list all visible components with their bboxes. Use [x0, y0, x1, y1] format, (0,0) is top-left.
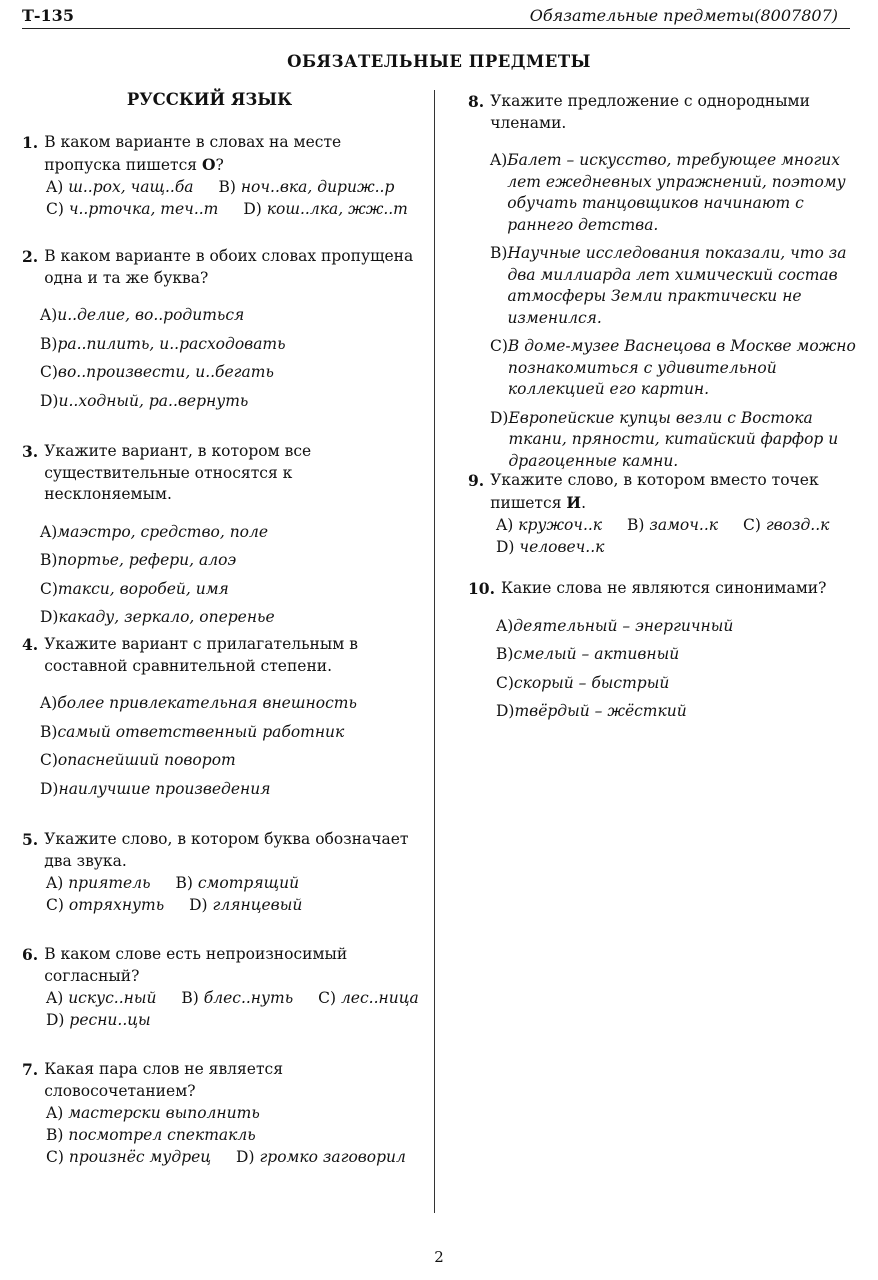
option-a[interactable]: A) более привлекательная внешность	[40, 694, 357, 712]
option-b[interactable]: B) смелый – активный	[496, 645, 680, 663]
option-b[interactable]: B) ра..пилить, и..расходовать	[40, 334, 286, 353]
question-number: 3.	[22, 442, 39, 461]
option-b[interactable]: B) замоч..к	[627, 516, 719, 534]
question-10	[468, 578, 863, 730]
option-b[interactable]: B) смотрящий	[175, 874, 300, 892]
option-c[interactable]: C) гвозд..к	[742, 516, 830, 534]
question-number: 6.	[22, 945, 39, 964]
question-number: 4.	[22, 635, 39, 654]
answer-options	[40, 522, 417, 629]
question-number: 7.	[22, 1060, 39, 1079]
question-number: 10.	[468, 579, 495, 598]
page-number: 2	[434, 1248, 444, 1266]
option-a[interactable]: A) и..делие, во..родиться	[40, 306, 245, 324]
document-code: Т-135	[22, 6, 74, 25]
question-text: Какая пара слов не является словосочетанием?	[44, 1060, 283, 1100]
option-c[interactable]: C) ч..рточка, теч..т	[46, 200, 219, 218]
option-a[interactable]: A) приятель	[46, 874, 151, 892]
section-title-wrap	[22, 90, 417, 109]
question-text: В каком варианте в словах на месте пропуска пишется О?	[44, 133, 342, 174]
question-5	[22, 829, 417, 916]
page-header	[22, 6, 850, 29]
question-number: 1.	[22, 133, 39, 152]
question-6	[22, 944, 417, 1031]
question-2	[22, 246, 417, 419]
answer-options	[490, 150, 863, 472]
question-7	[22, 1059, 417, 1168]
question-text: В каком варианте в обоих словах пропущена одна и та же буква?	[44, 247, 414, 287]
option-a[interactable]: A) деятельный – энергичный	[496, 616, 734, 635]
question-3	[22, 441, 417, 636]
option-a[interactable]: A) мастерски выполнить	[46, 1104, 260, 1122]
answer-options	[46, 1102, 417, 1168]
option-c[interactable]: C) скорый – быстрый	[496, 673, 670, 692]
question-number: 2.	[22, 247, 39, 266]
option-d[interactable]: D) твёрдый – жёсткий	[496, 702, 687, 720]
option-d[interactable]: D) Европейские купцы везли с Востока ткани, пряности, китайский фарфор и драгоценные камни.	[490, 408, 839, 470]
option-c[interactable]: C) произнёс мудрец	[46, 1148, 212, 1166]
answer-options	[46, 176, 417, 220]
option-d[interactable]: D) ресни..цы	[46, 1011, 151, 1029]
answer-options	[496, 616, 863, 723]
section-title: РУССКИЙ ЯЗЫК	[126, 90, 293, 109]
option-a[interactable]: A) маэстро, средство, поле	[40, 522, 269, 541]
option-b[interactable]: B) Научные исследования показали, что за два миллиарда лет химический состав атмосферы Земли практически не изменился.	[490, 244, 847, 327]
option-b[interactable]: B) самый ответственный работник	[40, 722, 345, 741]
question-number: 8.	[468, 92, 485, 111]
option-c[interactable]: C) во..произвести, и..бегать	[40, 363, 274, 381]
option-b[interactable]: B) блес..нуть	[181, 989, 294, 1007]
option-a[interactable]: A) кружоч..к	[496, 516, 603, 534]
answer-options	[40, 693, 417, 800]
document-subject: Обязательные предметы(8007807)	[529, 6, 838, 25]
option-a[interactable]: A) искус..ный	[46, 989, 157, 1007]
question-text: Укажите слово, в котором вместо точек пишется И.	[490, 471, 819, 512]
question-text: Укажите вариант с прилагательным в составной сравнительной степени.	[44, 635, 358, 675]
answer-options	[496, 514, 863, 558]
question-number: 9.	[468, 471, 485, 490]
option-b[interactable]: B) посмотрел спектакль	[46, 1126, 256, 1144]
option-c[interactable]: C) отряхнуть	[46, 896, 165, 914]
question-text: Укажите вариант, в котором все существительные относятся к несклоняемым.	[44, 442, 312, 503]
question-1	[22, 132, 417, 220]
question-9	[468, 470, 863, 558]
page-title: ОБЯЗАТЕЛЬНЫЕ ПРЕДМЕТЫ	[287, 52, 591, 71]
answer-options	[46, 987, 417, 1031]
option-a[interactable]: A) ш..рох, чащ..ба	[46, 178, 194, 196]
question-text: В каком слове есть непроизносимый согласный?	[44, 945, 348, 985]
option-b[interactable]: B) ноч..вка, дириж..р	[218, 178, 395, 196]
column-divider	[434, 90, 435, 1213]
option-b[interactable]: B) портье, рефери, алоэ	[40, 551, 237, 569]
option-c[interactable]: C) такси, воробей, имя	[40, 579, 229, 598]
option-c[interactable]: C) В доме-музее Васнецова в Москве можно познакомиться с удивительной коллекцией его картин.	[490, 337, 856, 398]
option-d[interactable]: D) какаду, зеркало, оперенье	[40, 608, 275, 626]
option-c[interactable]: C) лес..ница	[318, 989, 419, 1007]
answer-options	[40, 305, 417, 412]
question-number: 5.	[22, 830, 39, 849]
question-text: Укажите предложение с однородными членами.	[490, 92, 810, 132]
question-text: Какие слова не являются синонимами?	[500, 579, 827, 597]
option-c[interactable]: C) опаснейший поворот	[40, 751, 236, 769]
question-8	[468, 91, 863, 479]
answer-options	[46, 872, 417, 916]
option-d[interactable]: D) кош..лка, жж..т	[243, 200, 408, 218]
option-d[interactable]: D) человеч..к	[496, 538, 605, 556]
option-d[interactable]: D) глянцевый	[189, 896, 303, 914]
option-a[interactable]: A) Балет – искусство, требующее многих лет ежедневных упражнений, поэтому обучать танцовщиков начинают с раннего детства.	[490, 151, 846, 234]
option-d[interactable]: D) и..ходный, ра..вернуть	[40, 391, 249, 410]
option-d[interactable]: D) громко заговорил	[236, 1148, 406, 1166]
question-4	[22, 634, 417, 807]
question-text: Укажите слово, в котором буква обозначает два звука.	[44, 830, 409, 870]
option-d[interactable]: D) наилучшие произведения	[40, 779, 271, 798]
